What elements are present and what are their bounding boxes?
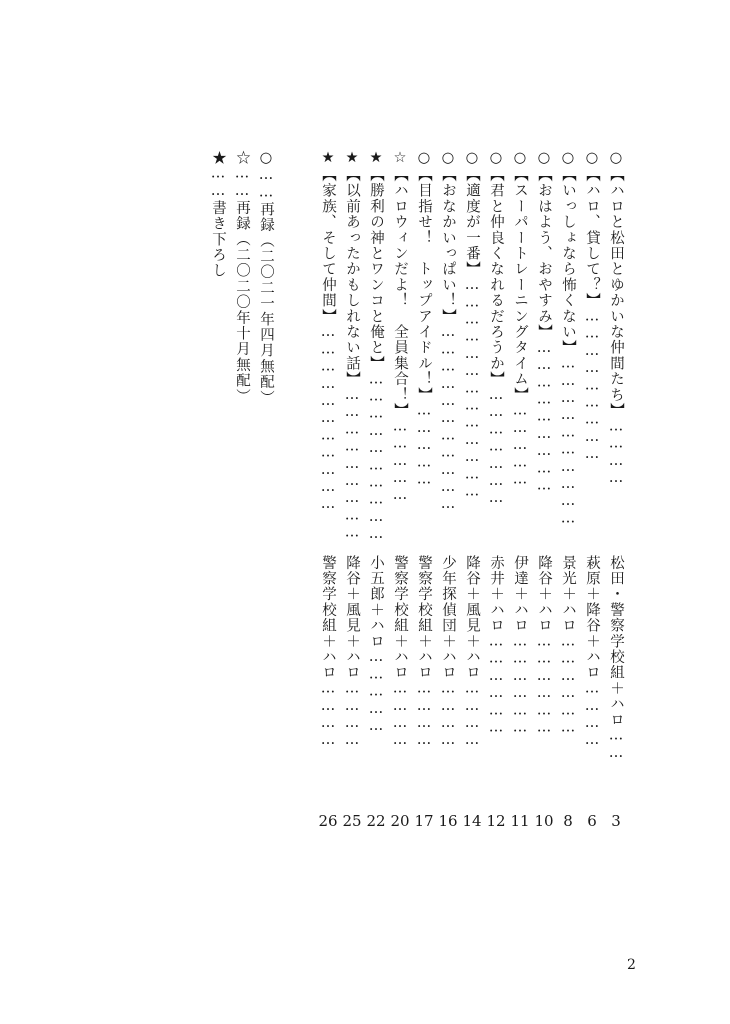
toc-leader: …………………………… bbox=[440, 324, 456, 514]
toc-mark: ★ bbox=[344, 150, 360, 168]
toc-leader: ………………… bbox=[488, 387, 504, 508]
page-number: 2 bbox=[627, 957, 636, 973]
toc-entry bbox=[436, 150, 460, 830]
toc-leader: ………… bbox=[608, 418, 624, 488]
toc-title-line bbox=[388, 150, 412, 550]
legend-mark: ★ bbox=[210, 150, 226, 166]
toc-page-number: 14 bbox=[462, 812, 482, 830]
toc-title: 【以前あったかもしれない話】 bbox=[344, 167, 360, 388]
legend-item bbox=[254, 150, 278, 410]
toc-leader: …………… bbox=[416, 402, 432, 489]
toc-mark: ○ bbox=[464, 150, 480, 168]
toc-entry bbox=[484, 150, 508, 830]
toc-leader: ……………………… bbox=[344, 387, 360, 542]
toc-title: 【いっしょなら怖くない】 bbox=[560, 167, 576, 356]
toc-author: 景光＋ハロ bbox=[560, 555, 576, 634]
toc-author-line bbox=[508, 555, 532, 770]
toc-entry bbox=[532, 150, 556, 830]
toc-page-number: 17 bbox=[414, 812, 434, 830]
legend-text: 再録（二〇二〇年十月無配） bbox=[234, 200, 250, 405]
toc-mark: ○ bbox=[536, 150, 552, 168]
toc-author-line bbox=[460, 555, 484, 770]
toc-author: 降谷＋ハロ bbox=[536, 555, 552, 634]
toc-mark: ○ bbox=[416, 150, 432, 168]
legend-dots: …… bbox=[234, 165, 250, 201]
toc-page-number: 25 bbox=[342, 812, 362, 830]
toc-title-line bbox=[604, 150, 628, 550]
toc-title: 【スーパートレーニングタイム】 bbox=[512, 167, 528, 403]
toc-author: 警察学校組＋ハロ bbox=[416, 555, 432, 681]
legend-mark: ☆ bbox=[234, 150, 250, 166]
toc-mark: ☆ bbox=[392, 150, 408, 168]
legend-text: 書き下ろし bbox=[210, 200, 226, 279]
toc-entry bbox=[316, 150, 340, 830]
toc-title-line bbox=[436, 150, 460, 550]
toc-entry bbox=[412, 150, 436, 830]
toc-mark: ○ bbox=[608, 150, 624, 168]
toc-page-number: 11 bbox=[510, 812, 530, 830]
toc-entry bbox=[340, 150, 364, 830]
toc-author-line bbox=[388, 555, 412, 770]
toc-author: 伊達＋ハロ bbox=[512, 555, 528, 634]
toc-title-line bbox=[556, 150, 580, 550]
toc-mark: ○ bbox=[512, 150, 528, 168]
toc-page-number: 22 bbox=[366, 812, 386, 830]
toc-page-number: 6 bbox=[587, 812, 597, 830]
toc-title-line bbox=[364, 150, 388, 550]
toc-author-leader: ………… bbox=[440, 680, 456, 750]
legend-dots: …… bbox=[258, 167, 274, 202]
toc-author-line bbox=[484, 555, 508, 770]
toc-author-leader: ………… bbox=[416, 680, 432, 750]
toc-author-line bbox=[556, 555, 580, 770]
toc-author: 警察学校組＋ハロ bbox=[320, 555, 336, 681]
toc-title-line bbox=[340, 150, 364, 550]
toc-author-leader: ……………… bbox=[560, 633, 576, 737]
toc-page-number: 16 bbox=[438, 812, 458, 830]
toc-title-line bbox=[316, 150, 340, 550]
toc-mark: ★ bbox=[320, 150, 336, 168]
toc-title: 【ハロと松田とゆかいな仲間たち】 bbox=[608, 167, 624, 419]
toc-author-leader: ………… bbox=[392, 680, 408, 750]
toc-mark: ○ bbox=[584, 150, 600, 168]
toc-leader: ……………………… bbox=[584, 308, 600, 464]
toc-author: 赤井＋ハロ bbox=[488, 555, 504, 634]
toc-title: 【おはよう、おやすみ】 bbox=[536, 167, 552, 340]
toc-title: 【勝利の神とワンコと俺と】 bbox=[368, 167, 384, 372]
toc-title-line bbox=[412, 150, 436, 550]
toc-title-line bbox=[460, 150, 484, 550]
toc-leader: ………………………………… bbox=[464, 277, 480, 501]
toc-leader: …………… bbox=[512, 402, 528, 489]
toc-author-leader: ………… bbox=[344, 680, 360, 750]
toc-title: 【ハロ、貸して？】 bbox=[584, 167, 600, 309]
toc-page-number: 3 bbox=[611, 812, 621, 830]
toc-author-line bbox=[340, 555, 364, 770]
toc-title: 【ハロウィンだよ！ 全員集合！】 bbox=[392, 167, 408, 419]
toc-author: 警察学校組＋ハロ bbox=[392, 555, 408, 681]
toc-author: 松田・警察学校組＋ハロ bbox=[608, 555, 624, 728]
toc-author-line bbox=[604, 555, 628, 770]
toc-author: 萩原＋降谷＋ハロ bbox=[584, 555, 600, 681]
toc-author: 少年探偵団＋ハロ bbox=[440, 555, 456, 681]
toc-title-line bbox=[532, 150, 556, 550]
toc-author-leader: ………… bbox=[320, 680, 336, 750]
legend-item bbox=[230, 150, 254, 410]
toc-author: 降谷＋風見＋ハロ bbox=[464, 555, 480, 681]
toc-author-line bbox=[412, 555, 436, 770]
toc-mark: ○ bbox=[560, 150, 576, 168]
toc-leader: ………………………… bbox=[368, 371, 384, 544]
toc-mark: ○ bbox=[440, 150, 456, 168]
toc-title-line bbox=[580, 150, 604, 550]
toc-author-line bbox=[580, 555, 604, 770]
toc-author-leader: …………… bbox=[368, 649, 384, 736]
toc-title: 【家族、そして仲間】 bbox=[320, 167, 336, 325]
toc-mark: ★ bbox=[368, 150, 384, 168]
toc-entry bbox=[460, 150, 484, 830]
toc-mark: ○ bbox=[488, 150, 504, 168]
toc-author-leader: ………… bbox=[584, 680, 600, 750]
toc-page-number: 8 bbox=[563, 812, 573, 830]
toc-entry bbox=[580, 150, 604, 830]
toc-author: 降谷＋風見＋ハロ bbox=[344, 555, 360, 681]
toc-title-line bbox=[508, 150, 532, 550]
toc-title: 【おなかいっぱい！】 bbox=[440, 167, 456, 325]
toc-title-line bbox=[484, 150, 508, 550]
toc-author-leader: ………… bbox=[464, 680, 480, 750]
toc-leader: …………… bbox=[392, 418, 408, 505]
toc-page-number: 10 bbox=[534, 812, 554, 830]
toc-page-number: 20 bbox=[390, 812, 410, 830]
toc-author-line bbox=[364, 555, 388, 770]
toc-author-leader: ……………… bbox=[488, 633, 504, 737]
toc-author-line bbox=[316, 555, 340, 770]
toc-author-leader: ……………… bbox=[536, 633, 552, 737]
toc-entry bbox=[604, 150, 628, 830]
toc-leader: ……………………… bbox=[536, 339, 552, 495]
toc-title: 【適度が一番】 bbox=[464, 167, 480, 278]
toc-title: 【君と仲良くなれるだろうか】 bbox=[488, 167, 504, 388]
toc-author-line bbox=[532, 555, 556, 770]
legend-dots: …… bbox=[210, 165, 226, 201]
toc-leader: ………………………… bbox=[560, 355, 576, 528]
toc-author: 小五郎＋ハロ bbox=[368, 555, 384, 650]
legend-item bbox=[206, 150, 230, 410]
toc-leader: …………………………… bbox=[320, 324, 336, 514]
toc-title: 【目指せ！ トップアイドル！】 bbox=[416, 167, 432, 403]
toc-author-leader: …… bbox=[608, 727, 624, 763]
toc-page-number: 12 bbox=[486, 812, 506, 830]
toc-author-line bbox=[436, 555, 460, 770]
toc-entry bbox=[556, 150, 580, 830]
toc-author-leader: ……………… bbox=[512, 633, 528, 737]
legend-text: 再録（二〇二一年四月無配） bbox=[258, 201, 274, 406]
legend-mark: ○ bbox=[258, 150, 274, 168]
toc-page-number: 26 bbox=[318, 812, 338, 830]
toc-entry bbox=[364, 150, 388, 830]
toc-entry bbox=[388, 150, 412, 830]
toc-entry bbox=[508, 150, 532, 830]
